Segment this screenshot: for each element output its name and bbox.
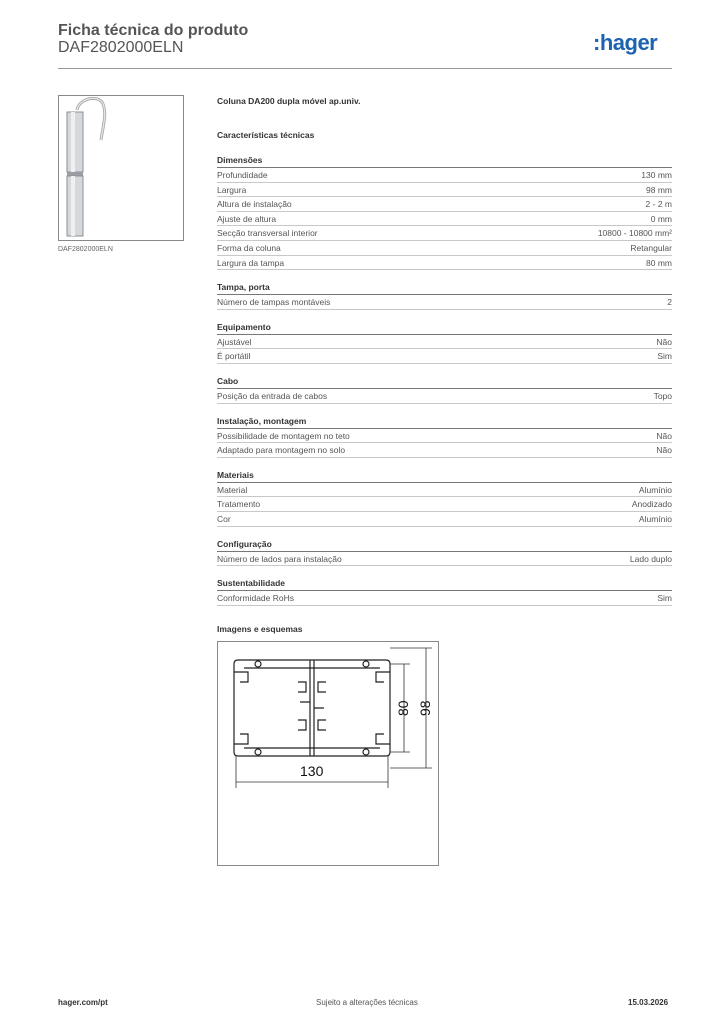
- spec-value: 80 mm: [646, 257, 672, 268]
- dim-height-inner-label: 80: [395, 700, 411, 716]
- spec-row: [217, 335, 672, 350]
- spec-value: Não: [656, 336, 672, 347]
- spec-row: [217, 443, 672, 458]
- spec-label: Profundidade: [217, 170, 268, 180]
- spec-label: Ajustável: [217, 336, 252, 347]
- spec-label: Largura da tampa: [217, 257, 285, 268]
- footer-website[interactable]: hager.com/pt: [58, 998, 108, 1007]
- tech-characteristics-title: Características técnicas: [217, 130, 315, 140]
- spec-group: [217, 321, 672, 364]
- spec-row: [217, 256, 672, 271]
- spec-value: Sim: [657, 351, 672, 362]
- spec-label: Cor: [217, 513, 231, 524]
- spec-label: Possibilidade de montagem no teto: [217, 430, 350, 441]
- spec-row: [217, 497, 672, 512]
- spec-row: [217, 512, 672, 527]
- spec-label: Conformidade RoHs: [217, 593, 295, 604]
- images-title: Imagens e esquemas: [217, 624, 303, 634]
- spec-group: [217, 375, 672, 404]
- spec-row: [217, 226, 672, 241]
- spec-group-title: Equipamento: [217, 321, 672, 335]
- spec-row: [217, 197, 672, 212]
- header-divider: [58, 68, 672, 69]
- spec-value: 98 mm: [646, 184, 672, 195]
- spec-group: [217, 415, 672, 458]
- spec-label: Tratamento: [217, 499, 261, 510]
- spec-group: [217, 577, 672, 606]
- spec-row: [217, 483, 672, 498]
- spec-row: [217, 552, 672, 567]
- spec-group-title: Dimensões: [217, 154, 672, 168]
- spec-value: Não: [656, 445, 672, 456]
- spec-group-title: Configuração: [217, 538, 672, 552]
- technical-drawing: [217, 641, 439, 866]
- spec-row: [217, 168, 672, 183]
- product-thumbnail: [58, 95, 184, 241]
- spec-group: [217, 281, 672, 310]
- spec-group-title: Instalação, montagem: [217, 415, 672, 429]
- spec-label: Secção transversal interior: [217, 228, 318, 239]
- dim-width-label: 130: [300, 763, 324, 779]
- spec-group-title: Cabo: [217, 375, 672, 389]
- spec-row: [217, 389, 672, 404]
- spec-row: [217, 295, 672, 310]
- spec-label: Largura: [217, 184, 247, 195]
- spec-value: Não: [656, 430, 672, 441]
- page-title: Ficha técnica do produto: [58, 22, 249, 39]
- spec-row: [217, 349, 672, 364]
- spec-row: [217, 429, 672, 444]
- spec-value: 2 - 2 m: [645, 199, 672, 210]
- spec-row: [217, 212, 672, 227]
- spec-row: [217, 183, 672, 198]
- cross-section-drawing: [218, 642, 438, 865]
- spec-value: Topo: [653, 390, 672, 401]
- spec-label: Posição da entrada de cabos: [217, 390, 328, 401]
- column-product-icon: [59, 96, 183, 240]
- spec-value: 10800 - 10800 mm²: [597, 228, 672, 239]
- dim-height-outer-label: 98: [417, 700, 433, 716]
- spec-groups: [217, 154, 672, 606]
- spec-label: Altura de instalação: [217, 199, 292, 210]
- spec-row: [217, 591, 672, 606]
- spec-label: Ajuste de altura: [217, 213, 277, 224]
- spec-label: É portátil: [217, 351, 251, 362]
- spec-label: Adaptado para montagem no solo: [217, 445, 346, 456]
- spec-group: [217, 469, 672, 527]
- spec-row: [217, 241, 672, 256]
- spec-value: 2: [667, 297, 672, 308]
- spec-value: Retangular: [630, 242, 672, 253]
- spec-label: Número de tampas montáveis: [217, 297, 331, 308]
- spec-label: Material: [217, 484, 248, 495]
- thumbnail-caption: DAF2802000ELN: [58, 246, 113, 253]
- spec-value: Lado duplo: [629, 553, 672, 564]
- footer-disclaimer: Sujeito a alterações técnicas: [316, 998, 418, 1007]
- spec-value: Anodizado: [631, 499, 672, 510]
- product-code: DAF2802000ELN: [58, 39, 184, 56]
- spec-group: [217, 538, 672, 567]
- spec-value: Sim: [657, 593, 672, 604]
- spec-panel: [217, 95, 672, 606]
- spec-group-title: Tampa, porta: [217, 281, 672, 295]
- spec-group-title: Sustentabilidade: [217, 577, 672, 591]
- footer-date: 15.03.2026: [628, 998, 669, 1007]
- hager-logo: :hager: [593, 30, 658, 55]
- spec-label: Forma da coluna: [217, 242, 281, 253]
- spec-value: Alumínio: [638, 513, 672, 524]
- spec-label: Número de lados para instalação: [217, 553, 342, 564]
- spec-group: [217, 154, 672, 270]
- spec-value: 0 mm: [650, 213, 672, 224]
- spec-value: 130 mm: [641, 170, 672, 180]
- product-name: Coluna DA200 dupla móvel ap.univ.: [217, 96, 361, 106]
- spec-value: Alumínio: [638, 484, 672, 495]
- spec-group-title: Materiais: [217, 469, 672, 483]
